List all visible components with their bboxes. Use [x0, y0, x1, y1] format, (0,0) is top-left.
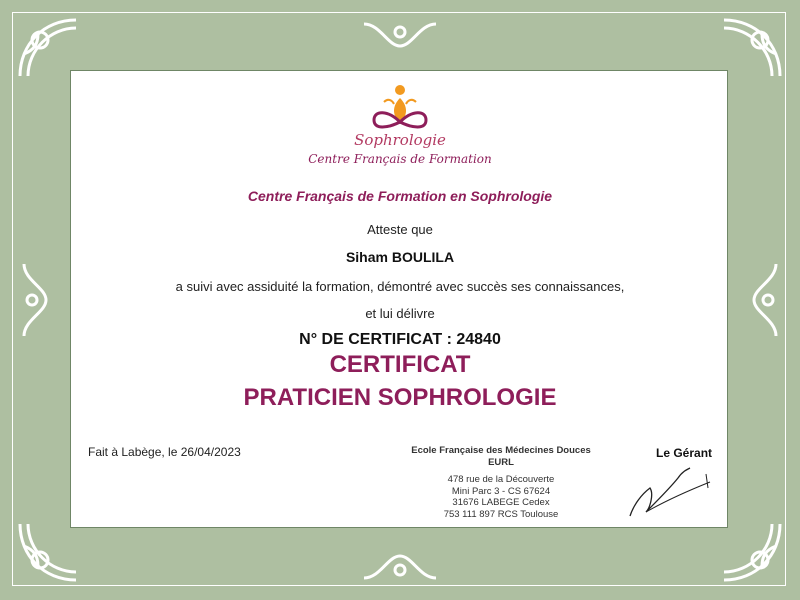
edge-ornament-right: [744, 260, 784, 340]
organization-name: Centre Français de Formation en Sophrologie: [247, 188, 553, 204]
logo-subtitle: Centre Français de Formation: [308, 152, 492, 166]
edge-ornament-bottom: [360, 546, 440, 586]
logo-brand: Sophrologie: [354, 131, 446, 149]
certificate-subtitle: PRATICIEN SOPHROLOGIE: [243, 384, 557, 411]
recipient-name: Siham BOULILA: [345, 249, 455, 265]
place-date: Fait à Labège, le 26/04/2023: [88, 445, 241, 459]
certificate-title: CERTIFICAT: [329, 351, 471, 378]
school-stamp: [395, 445, 607, 520]
school-rcs: 753 111 897 RCS Toulouse: [443, 508, 559, 520]
school-address-line-3: 31676 LABEGE Cedex: [452, 497, 550, 508]
edge-ornament-left: [16, 260, 56, 340]
school-type: EURL: [488, 456, 514, 468]
certificate-number: N° DE CERTIFICAT : 24840: [299, 331, 501, 348]
school-name: Ecole Française des Médecines Douces: [411, 445, 591, 456]
atteste-text: Atteste que: [367, 222, 433, 237]
statement-text: a suivi avec assiduité la formation, démontré avec succès ses connaissances,: [175, 279, 625, 294]
edge-ornament-top: [360, 16, 440, 56]
school-address-line-1: 478 rue de la Découverte: [447, 474, 555, 485]
signature-icon: [620, 458, 720, 520]
school-address-line-2: Mini Parc 3 - CS 67624: [451, 485, 551, 497]
delivre-text: et lui délivre: [365, 306, 435, 321]
signatory-label: Le Gérant: [656, 446, 713, 460]
